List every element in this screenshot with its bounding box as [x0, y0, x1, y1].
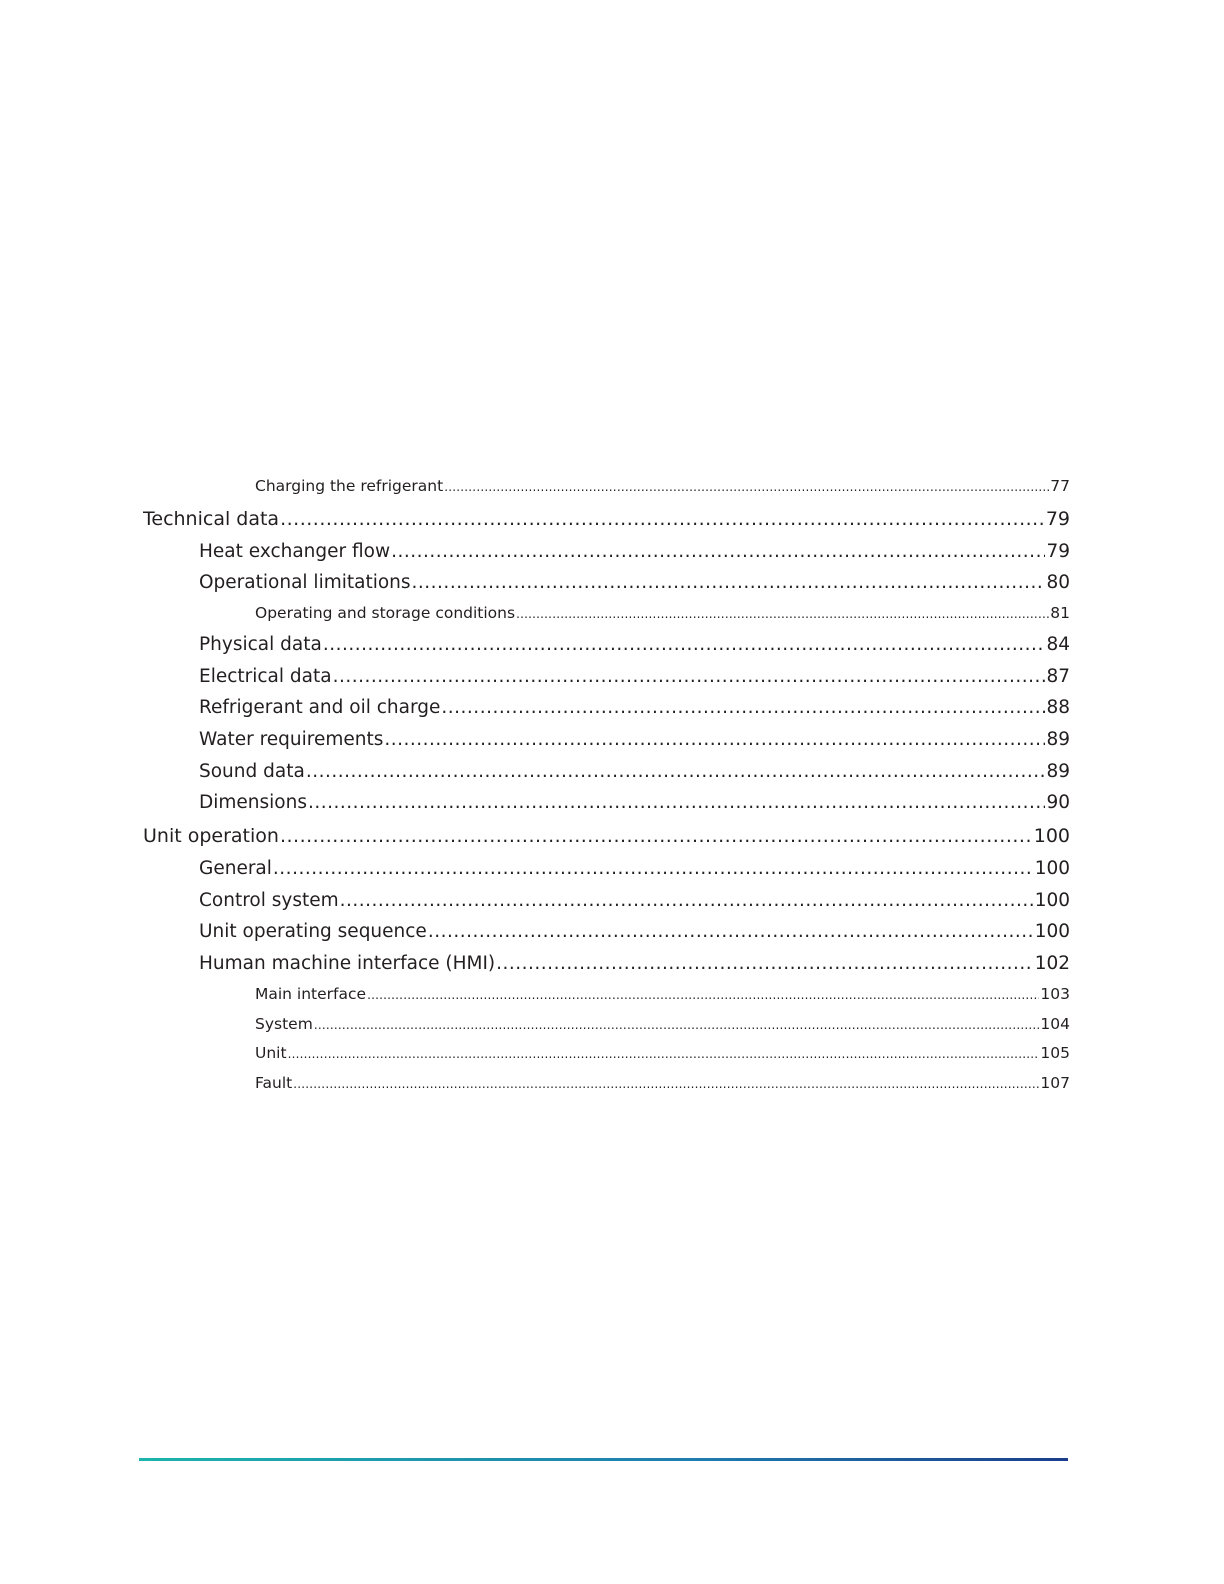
toc-entry-page: 81: [1050, 604, 1070, 623]
toc-entry[interactable]: [143, 948, 1070, 980]
toc-entry-page: 102: [1034, 953, 1070, 975]
toc-entry-page: 80: [1046, 572, 1070, 594]
toc-dot-leader: [288, 1039, 1040, 1069]
toc-entry-title: Fault: [255, 1074, 293, 1093]
toc-dot-leader: [412, 567, 1046, 599]
toc-dot-leader: [308, 787, 1045, 819]
toc-dot-leader: [280, 819, 1033, 853]
toc-entry-page: 89: [1046, 760, 1070, 782]
toc-dot-leader: [441, 692, 1045, 724]
toc-dot-leader: [340, 885, 1034, 917]
toc-dot-leader: [391, 536, 1045, 568]
toc-entry-title: Sound data: [199, 760, 305, 782]
toc-entry[interactable]: [143, 1069, 1070, 1099]
toc-entry-page: 103: [1040, 984, 1070, 1003]
toc-entry-page: 105: [1040, 1044, 1070, 1063]
toc-entry-title: Unit: [255, 1044, 287, 1063]
toc-entry-title: General: [199, 858, 272, 880]
toc-entry[interactable]: [143, 756, 1070, 788]
toc-entry-page: 100: [1034, 889, 1070, 911]
footer-rule: [139, 1458, 1068, 1461]
toc-entry[interactable]: [143, 567, 1070, 599]
toc-entry-page: 90: [1046, 792, 1070, 814]
toc-entry-page: 100: [1034, 921, 1070, 943]
toc-entry-page: 100: [1033, 825, 1070, 848]
toc-entry-page: 84: [1046, 633, 1070, 655]
toc-dot-leader: [444, 472, 1049, 502]
toc-entry-title: Refrigerant and oil charge: [199, 697, 441, 719]
toc-entry[interactable]: [143, 629, 1070, 661]
toc-entry-title: Dimensions: [199, 792, 307, 814]
toc-entry[interactable]: [143, 692, 1070, 724]
toc-entry-title: Electrical data: [199, 665, 332, 687]
toc-entry[interactable]: [143, 980, 1070, 1010]
toc-entry-page: 79: [1045, 507, 1070, 530]
toc-dot-leader: [323, 629, 1046, 661]
toc-dot-leader: [496, 948, 1034, 980]
toc-entry-title: Water requirements: [199, 729, 384, 751]
toc-entry-title: Physical data: [199, 633, 322, 655]
toc-entry[interactable]: [143, 819, 1070, 853]
toc-entry[interactable]: [143, 724, 1070, 756]
toc-entry[interactable]: [143, 502, 1070, 536]
toc-entry-title: Control system: [199, 889, 339, 911]
toc-entry[interactable]: [143, 885, 1070, 917]
toc-dot-leader: [314, 1010, 1040, 1040]
toc-entry-page: 77: [1050, 477, 1070, 495]
toc-dot-leader: [516, 599, 1049, 629]
toc-entry-title: Operational limitations: [199, 572, 411, 594]
toc-dot-leader: [384, 724, 1045, 756]
toc-dot-leader: [306, 756, 1046, 788]
table-of-contents: [143, 472, 1070, 1099]
toc-dot-leader: [293, 1069, 1039, 1099]
toc-entry[interactable]: [143, 1039, 1070, 1069]
toc-entry[interactable]: [143, 916, 1070, 948]
toc-entry-page: 104: [1040, 1014, 1070, 1033]
toc-entry-title: Unit operation: [143, 825, 279, 848]
toc-entry[interactable]: [143, 787, 1070, 819]
toc-entry-page: 79: [1046, 540, 1070, 562]
toc-dot-leader: [428, 916, 1034, 948]
toc-entry[interactable]: [143, 599, 1070, 629]
toc-entry[interactable]: [143, 1010, 1070, 1040]
toc-dot-leader: [273, 853, 1034, 885]
toc-entry-title: Technical data: [143, 507, 280, 530]
toc-entry-page: 87: [1046, 665, 1070, 687]
toc-entry-page: 88: [1046, 697, 1070, 719]
toc-entry[interactable]: [143, 853, 1070, 885]
toc-entry-title: Operating and storage conditions: [255, 604, 516, 623]
toc-entry-page: 89: [1046, 729, 1070, 751]
toc-entry-title: Human machine interface (HMI): [199, 953, 496, 975]
toc-entry-title: System: [255, 1014, 313, 1033]
toc-dot-leader: [280, 502, 1045, 536]
toc-entry-title: Charging the refrigerant: [255, 477, 444, 495]
toc-dot-leader: [333, 661, 1046, 693]
toc-dot-leader: [367, 980, 1039, 1010]
toc-entry-page: 107: [1040, 1074, 1070, 1093]
toc-entry[interactable]: [143, 661, 1070, 693]
toc-entry[interactable]: [143, 472, 1070, 502]
toc-entry-title: Unit operating sequence: [199, 921, 427, 943]
toc-entry-title: Main interface: [255, 984, 367, 1003]
toc-entry[interactable]: [143, 536, 1070, 568]
toc-entry-title: Heat exchanger flow: [199, 540, 391, 562]
toc-entry-page: 100: [1034, 858, 1070, 880]
